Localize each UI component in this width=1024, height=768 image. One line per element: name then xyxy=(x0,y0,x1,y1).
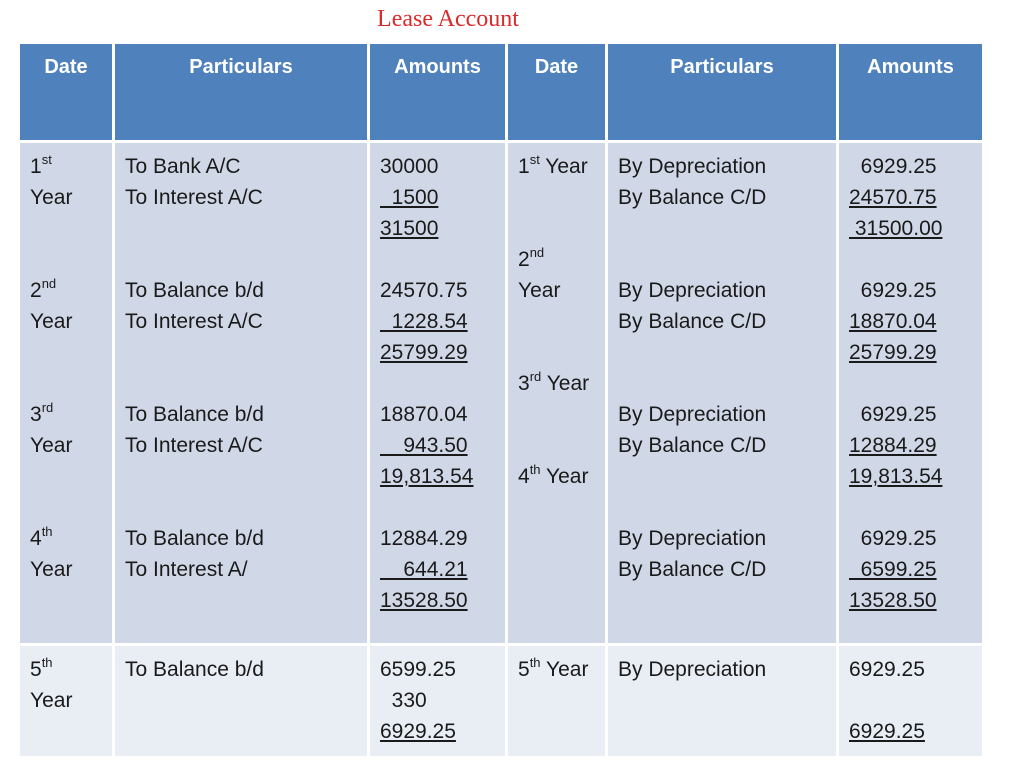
year-number: 4 xyxy=(30,527,42,550)
particular-line-group xyxy=(125,654,357,747)
particular-line-group xyxy=(125,399,357,492)
spacer-line xyxy=(518,306,595,337)
year-date xyxy=(30,275,102,368)
amount-line-group xyxy=(380,275,495,368)
spacer-line xyxy=(30,716,102,747)
year-date-line xyxy=(518,244,595,275)
amount-line-group xyxy=(380,151,495,244)
lease-account-table xyxy=(17,41,985,759)
particular-line: By Depreciation xyxy=(618,527,767,550)
date-credit-cell xyxy=(507,645,607,758)
particular-line xyxy=(618,585,826,616)
amount-line: 18870.04 xyxy=(849,310,937,333)
year-date-line xyxy=(30,275,102,306)
year-number: 1 xyxy=(518,155,530,178)
amount-line: 6929.25 xyxy=(849,527,937,550)
year-number: 4 xyxy=(518,465,530,488)
particular-line: By Depreciation xyxy=(618,658,767,681)
amount-line: 19,813.54 xyxy=(849,465,943,488)
amount-line: 13528.50 xyxy=(849,589,937,612)
spacer-line xyxy=(518,182,595,213)
year-ordinal-suffix: th xyxy=(41,524,53,539)
year-number: 1 xyxy=(30,155,42,178)
particulars-credit-cell xyxy=(607,142,838,645)
header-particulars-credit: Particulars xyxy=(607,43,838,142)
particular-line-group xyxy=(618,654,826,747)
amount-line-group xyxy=(380,399,495,492)
header-amounts-credit: Amounts xyxy=(838,43,984,142)
particular-line xyxy=(125,716,357,747)
year-date-line xyxy=(518,654,595,685)
year-ordinal-suffix: th xyxy=(529,655,541,670)
particular-line: To Balance b/d xyxy=(125,403,264,426)
year-date xyxy=(518,244,595,337)
year-word: Year xyxy=(546,658,589,681)
amounts-debit-cell xyxy=(369,645,507,758)
spacer-line xyxy=(30,337,102,368)
year-date xyxy=(30,654,102,747)
particular-line: By Balance C/D xyxy=(618,310,767,333)
particular-line: By Balance C/D xyxy=(618,186,767,209)
amount-line: 330 xyxy=(380,689,427,712)
amounts-credit-cell xyxy=(838,142,984,645)
amount-line: 12884.29 xyxy=(380,527,468,550)
amount-line: 18870.04 xyxy=(380,403,468,426)
particular-line xyxy=(618,337,826,368)
particular-line xyxy=(618,461,826,492)
page-title: Lease Account xyxy=(377,6,519,32)
particular-line: By Depreciation xyxy=(618,155,767,178)
header-particulars-debit: Particulars xyxy=(114,43,369,142)
amounts-credit-cell xyxy=(838,645,984,758)
spacer-line xyxy=(30,213,102,244)
amount-line: 31500.00 xyxy=(849,217,943,240)
amount-line-group xyxy=(849,275,972,368)
date-credit-cell xyxy=(507,142,607,645)
particular-line: To Balance b/d xyxy=(125,658,264,681)
year-date-line xyxy=(30,151,102,182)
year-ordinal-suffix: th xyxy=(41,655,53,670)
year-number: 3 xyxy=(518,372,530,395)
amount-line: 31500 xyxy=(380,217,439,240)
year-ordinal-suffix: nd xyxy=(529,245,545,260)
particular-line xyxy=(125,213,357,244)
header-date-debit: Date xyxy=(19,43,114,142)
amount-line: 24570.75 xyxy=(380,279,468,302)
year-ordinal-suffix: nd xyxy=(41,276,57,291)
particular-line xyxy=(618,685,826,716)
spacer-line xyxy=(518,492,595,523)
amount-line: 6929.25 xyxy=(849,720,925,743)
particulars-debit-cell xyxy=(114,142,369,645)
year-date xyxy=(518,461,595,523)
amount-line: 1500 xyxy=(380,186,439,209)
year-word: Year xyxy=(518,279,561,302)
amount-line: 943.50 xyxy=(380,434,468,457)
particular-line-group xyxy=(618,523,826,616)
amounts-debit-cell xyxy=(369,142,507,645)
year-date-line xyxy=(30,399,102,430)
amount-line: 6929.25 xyxy=(849,658,925,681)
amount-line: 6929.25 xyxy=(849,279,937,302)
particular-line: To Interest A/C xyxy=(125,186,263,209)
particular-line: To Balance b/d xyxy=(125,279,264,302)
year-ordinal-suffix: th xyxy=(529,462,541,477)
particular-line-group xyxy=(125,523,357,616)
year-word: Year xyxy=(30,186,73,209)
particular-line-group xyxy=(125,275,357,368)
amount-line xyxy=(849,685,972,716)
date-debit-cell xyxy=(19,142,114,645)
year-number: 3 xyxy=(30,403,42,426)
year-number: 5 xyxy=(518,658,530,681)
amount-line: 13528.50 xyxy=(380,589,468,612)
particular-line: By Depreciation xyxy=(618,403,767,426)
particular-line xyxy=(125,337,357,368)
spacer-line xyxy=(518,399,595,430)
particular-line-group xyxy=(125,151,357,244)
amount-line: 6929.25 xyxy=(849,403,937,426)
year-date-line xyxy=(518,151,595,182)
table-row-year-5 xyxy=(19,645,984,758)
particular-line: To Interest A/ xyxy=(125,558,248,581)
year-date xyxy=(30,523,102,616)
amount-line: 25799.29 xyxy=(849,341,937,364)
year-number: 5 xyxy=(30,658,42,681)
year-ordinal-suffix: st xyxy=(529,152,540,167)
year-number: 2 xyxy=(518,248,530,271)
amount-line: 1228.54 xyxy=(380,310,468,333)
year-ordinal-suffix: st xyxy=(41,152,52,167)
particulars-debit-cell xyxy=(114,645,369,758)
particular-line: To Interest A/C xyxy=(125,434,263,457)
amount-line-group xyxy=(849,523,972,616)
amount-line-group xyxy=(849,151,972,244)
amount-line-group xyxy=(849,654,972,747)
year-date xyxy=(518,368,595,430)
amount-line: 30000 xyxy=(380,155,439,178)
year-ordinal-suffix: rd xyxy=(41,400,54,415)
year-word: Year xyxy=(546,372,590,395)
particular-line: By Balance C/D xyxy=(618,434,767,457)
particular-line xyxy=(125,685,357,716)
amount-line: 644.21 xyxy=(380,558,468,581)
year-date xyxy=(30,151,102,244)
year-date xyxy=(518,654,595,716)
header-amounts-debit: Amounts xyxy=(369,43,507,142)
amount-line: 12884.29 xyxy=(849,434,937,457)
amount-line-group xyxy=(849,399,972,492)
particular-line xyxy=(125,461,357,492)
year-number: 2 xyxy=(30,279,42,302)
particular-line: By Depreciation xyxy=(618,279,767,302)
particular-line xyxy=(618,213,826,244)
particular-line xyxy=(125,585,357,616)
header-row xyxy=(19,43,984,142)
particulars-credit-cell xyxy=(607,645,838,758)
year-word: Year xyxy=(546,465,589,488)
amount-line-group xyxy=(380,654,495,747)
year-word: Year xyxy=(30,310,73,333)
particular-line: To Balance b/d xyxy=(125,527,264,550)
particular-line-group xyxy=(618,275,826,368)
amount-line-group xyxy=(380,523,495,616)
year-ordinal-suffix: rd xyxy=(529,369,542,384)
year-date-line xyxy=(30,523,102,554)
particular-line: To Interest A/C xyxy=(125,310,263,333)
year-date xyxy=(518,151,595,213)
particular-line-group xyxy=(618,399,826,492)
year-word: Year xyxy=(30,689,73,712)
table-row-years-1-4 xyxy=(19,142,984,645)
particular-line: By Balance C/D xyxy=(618,558,767,581)
spacer-line xyxy=(30,585,102,616)
amount-line: 6929.25 xyxy=(380,720,456,743)
year-word: Year xyxy=(30,558,73,581)
year-date xyxy=(30,399,102,492)
particular-line: To Bank A/C xyxy=(125,155,241,178)
year-date-line xyxy=(30,654,102,685)
amount-line: 6929.25 xyxy=(849,155,937,178)
date-debit-cell xyxy=(19,645,114,758)
amount-line: 6599.25 xyxy=(849,558,937,581)
particular-line xyxy=(618,716,826,747)
year-date-line xyxy=(518,368,595,399)
amount-line: 19,813.54 xyxy=(380,465,474,488)
particular-line-group xyxy=(618,151,826,244)
spacer-line xyxy=(518,685,595,716)
amount-line: 6599.25 xyxy=(380,658,456,681)
year-word: Year xyxy=(30,434,73,457)
amount-line: 24570.75 xyxy=(849,186,937,209)
amount-line: 25799.29 xyxy=(380,341,468,364)
year-word: Year xyxy=(545,155,588,178)
spacer-line xyxy=(30,461,102,492)
header-date-credit: Date xyxy=(507,43,607,142)
year-date-line xyxy=(518,461,595,492)
